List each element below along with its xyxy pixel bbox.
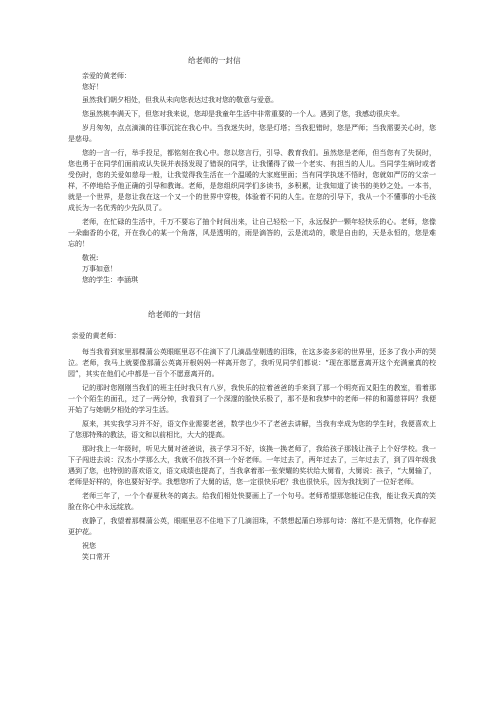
letter2-paragraph: 记的那时您刚刚当我们的班主任时我只有八岁，我快乐的拉着爸爸的手来到了那一个明亮而又阳生的教室，看着那一个个陌生的面孔，过了一两分钟，我看到了一个深邃的脸快乐极了，那不是和我梦中的老师一样的和蔼慈祥吗？我便开始了与她朝夕相处的学习生活。 (68, 384, 436, 414)
letter1-hello: 您好！ (82, 83, 103, 91)
letter1-paragraph: 您的一言一行，举手投足，都铭刻在我心中。您以您言行，引导、教育我们。虽然您是老师，但当您有了失误时，您也勇于在同学们面前成认失误并表扬发现了错误的同学，让我懂得了做一个老实、有担当的人儿。当同学生病时或者受伤时，您的关爱如慈母一般，让我觉得我生活在一个温暖的大家庭里面；当有同学执迷不悟时，您就如严厉的父亲一样，不停地给予他正确的引导和教诲。老师，是您组织同学们多读书，多积累，让我知道了读书的美妙之处。一本书，就是一个世界，是您让我在这一个又一个的世界中穿梭，体验着不同的人生。在您的引导下，我从一个不懂事的小毛孩成长为一名优秀的少先队员了。 (68, 149, 436, 212)
letter2-paragraph: 那时我上一年级时，听见大舅对爸爸说，孩子学习不好，该换一换老师了，我给孩子那钱让孩子上个好学校。我一下子闯进去说：汉杰小学那么大，我就不信找不到一个好老师。一年过去了，两年过去了，三年过去了，到了四年级我遇到了您，也特别的喜欢语文，语文成绩也提高了，当我拿着那一张荣耀的奖状给大舅看，大舅说：孩子，“大舅输了，老师是好样的，你也要好好学。我想您听了大舅的话，您一定很快乐吧？我也很快乐，因为我找到了一位好老师。 (68, 445, 436, 486)
letter2-closing-wish: 笑口常开 (82, 553, 110, 561)
letter1-paragraph: 您虽然桃李满天下，但您对我来说，您却是我童年生活中非常重要的一个人。遇到了您，我感动很庆幸。 (82, 110, 404, 118)
letter2-paragraph: 每当我看到家里那棵蒲公英眼眶里忍不住滴下了几滴晶莹剔透的泪珠，在这多姿多彩的世界里，还多了我小声的哭泣。老师，我马上就要像那蒲公英离开根妈妈一样离开您了，我听见同学们都说：“现在那愿意离开这个充满童真的校园”，其实在他们心中都是一百个不愿意离开的。 (68, 348, 436, 378)
letter2-paragraph: 夜静了，我望着那棵蒲公英，眼眶里忍不住地下了几滴泪珠，不禁想起蒲白珍那句诗：落红不是无情物，化作春泥更护花。 (68, 517, 436, 536)
letter1-body (68, 71, 436, 286)
letter1-paragraph: 老师，在忙碌的生活中，千万不要忘了抽个时间出来，让自己轻松一下，永远保护一颗年轻快乐的心。老师，您像一朵幽香的小花，开在我心的某一个角落，风是透明的，雨是滴答的，云是流动的，歌是自由的，天是永恒的，您是难忘的！ (68, 218, 436, 248)
letter1-closing: 敬祝: (82, 254, 99, 262)
letter1-paragraph: 虽然我们朝夕相处，但我从未向您表达过我对您的敬意与爱意。 (82, 96, 278, 104)
letter1-title: 给老师的一封信 (188, 56, 241, 65)
letter2-paragraph: 老师三年了，一个个春夏秋冬的离去。给我们相处快要画上了一个句号。老师希望那您能记住我，能让我天真的笑脸在你心中永远绽放。 (68, 492, 436, 511)
letter2-title: 给老师的一封信 (148, 310, 201, 319)
letter1-greeting: 亲爱的黄老师： (82, 72, 131, 80)
letter1-signature: 您的学生：李涵琪 (82, 276, 138, 284)
letter2-body (68, 331, 436, 563)
letter2-paragraph: 原来，其实我学习并不好，语文作业需要老爸，数学也少不了老爸去讲解，当我有幸成为您的学生时，我便喜欢上了您那特殊的教法，语文和以前相比，大大的提高。 (68, 420, 436, 439)
letter1-closing-wish: 万事如意！ (82, 265, 117, 273)
letter2-greeting: 亲爱的黄老师： (71, 332, 121, 340)
letter1-paragraph: 岁月匆匆，点点滴滴的往事沉淀在我心中。当我迷失时，您是灯塔；当我犯错时，您是严师；当我需要关心时，您是慈母。 (68, 124, 436, 143)
letter2-closing: 祝您 (82, 542, 96, 550)
